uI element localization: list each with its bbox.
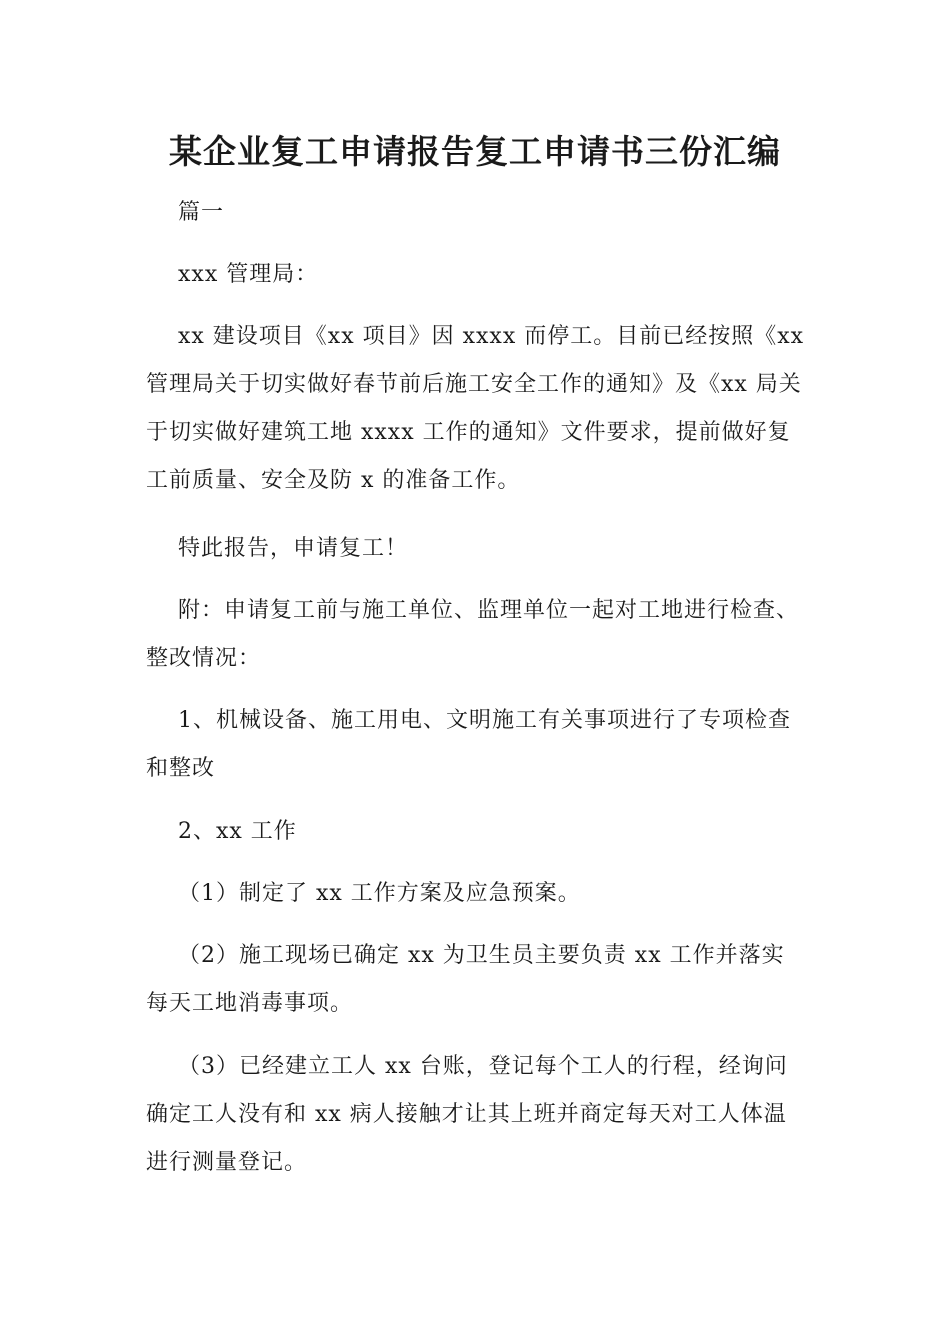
sub-list-item: （1）制定了 xx 工作方案及应急预案。 bbox=[178, 881, 581, 906]
closing-statement: 特此报告，申请复工！ bbox=[178, 536, 409, 561]
attachment-intro: 附：申请复工前与施工单位、监理单位一起对工地进行检查、整改情况： bbox=[146, 598, 800, 671]
list-item: 1、机械设备、施工用电、文明施工有关事项进行了专项检查和整改 bbox=[146, 708, 791, 781]
sub-list-item: （2）施工现场已确定 xx 为卫生员主要负责 xx 工作并落实每天工地消毒事项。 bbox=[146, 943, 785, 1016]
document-title: 某企业复工申请报告复工申请书三份汇编 bbox=[169, 132, 781, 171]
list-item: 2、xx 工作 bbox=[178, 819, 297, 844]
section-label: 篇一 bbox=[178, 200, 225, 225]
sub-list-item: （3）已经建立工人 xx 台账，登记每个工人的行程，经询问确定工人没有和 xx 病人接触才让其上班并商定每天对工人体温进行测量登记。 bbox=[146, 1054, 788, 1175]
salutation: xxx 管理局： bbox=[178, 262, 319, 287]
body-paragraph: xx 建设项目《xx 项目》因 xxxx 而停工。目前已经按照《xx 管理局关于切实做好春节前后施工安全工作的通知》及《xx 局关于切实做好建筑工地 xxxx 工作的通知》文件要求，提前做好复工前质量、安全及防 x 的准备工作。 bbox=[146, 324, 805, 493]
